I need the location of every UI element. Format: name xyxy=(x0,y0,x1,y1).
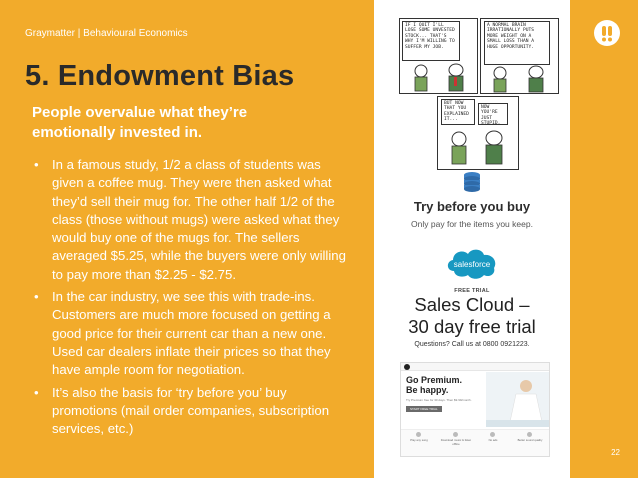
spotify-features xyxy=(401,429,550,457)
spotify-nav xyxy=(401,363,550,371)
bullet-item: • It’s also the basis for ‘try before you’ buy promotions (mail order companies, subscription services, etc.) xyxy=(32,384,347,439)
spotify-feature: Download music & listen offline xyxy=(440,438,472,446)
salesforce-logo xyxy=(444,243,500,283)
spotify-feature: No ads xyxy=(488,438,498,442)
try-before-buy-title: Try before you buy xyxy=(413,199,531,214)
comic-panel-2 xyxy=(480,18,559,94)
spotify-photo xyxy=(486,372,550,427)
sales-cloud-trial: 30 day free trial xyxy=(408,316,536,337)
brand-header: Graymatter | Behavioural Economics xyxy=(25,28,188,39)
spotify-desc: Try Premium free for 30 days. Then $9.99/month. xyxy=(406,398,472,402)
bullet-item: • In the car industry, we see this with trade-ins. Customers are much more focused on getting a good price for their current car than a new one. Used car dealers inflate their prices so that they have ample room for negotiation. xyxy=(32,288,347,379)
sales-cloud-heading: Sales Cloud – xyxy=(414,294,530,315)
dilbert-comic xyxy=(399,18,559,170)
comic-panel-1 xyxy=(399,18,478,94)
comic-figures-icon xyxy=(439,129,519,169)
bullet-item: • In a famous study, 1/2 a class of students was given a coffee mug. They were then asked what they’d sell their mug for. The other half 1/2 of the class (those without mugs) were asked what they would buy one of the mugs for. The sellers averaged $5.25, while the buyers were only willing to pay more than $2.25 - $2.75. xyxy=(32,156,347,284)
sales-questions: Questions? Call us at 0800 0921223. xyxy=(414,341,530,348)
spotify-screenshot xyxy=(400,362,550,457)
spotify-logo-icon xyxy=(404,364,410,370)
comic-figures-icon xyxy=(482,65,558,93)
graymatter-logo-icon xyxy=(594,20,620,46)
spotify-trial-button: START FREE TRIAL xyxy=(406,406,442,412)
try-before-buy-subtitle: Only pay for the items you keep. xyxy=(411,219,533,229)
coins-icon xyxy=(460,171,484,193)
speech-bubble: BUT NOW THAT YOU EXPLAINED IT... xyxy=(441,99,475,125)
salesforce-logo-text: salesforce xyxy=(453,260,491,269)
speech-bubble: NOW YOU'RE JUST STUPID. xyxy=(478,103,508,125)
slide-title: 5. Endowment Bias xyxy=(25,60,295,92)
spotify-feature: Better sound quality xyxy=(517,438,543,442)
free-trial-label: FREE TRIAL xyxy=(454,288,490,294)
person-icon xyxy=(486,372,550,427)
comic-panel-3 xyxy=(437,96,519,170)
slide-subtitle: People overvalue what they’re emotionally invested in. xyxy=(32,104,248,141)
spotify-feature: Play any song xyxy=(410,438,428,442)
speech-bubble: A NORMAL BRAIN IRRATIONALLY PUTS MORE WEIGHT ON A SMALL LOSS THAN A HUGE OPPORTUNITY. xyxy=(484,21,550,65)
spotify-title: Go Premium. Be happy. xyxy=(406,375,463,395)
speech-bubble: IF I QUIT I'LL LOSE SOME UNVESTED STOCK... THAT'S WHY I'M WILLING TO SUFFER MY JOB. xyxy=(402,21,460,61)
graymatter-logo xyxy=(594,20,620,46)
page-number: 22 xyxy=(611,448,620,457)
comic-figures-icon xyxy=(401,63,477,93)
bullet-list xyxy=(32,156,347,442)
